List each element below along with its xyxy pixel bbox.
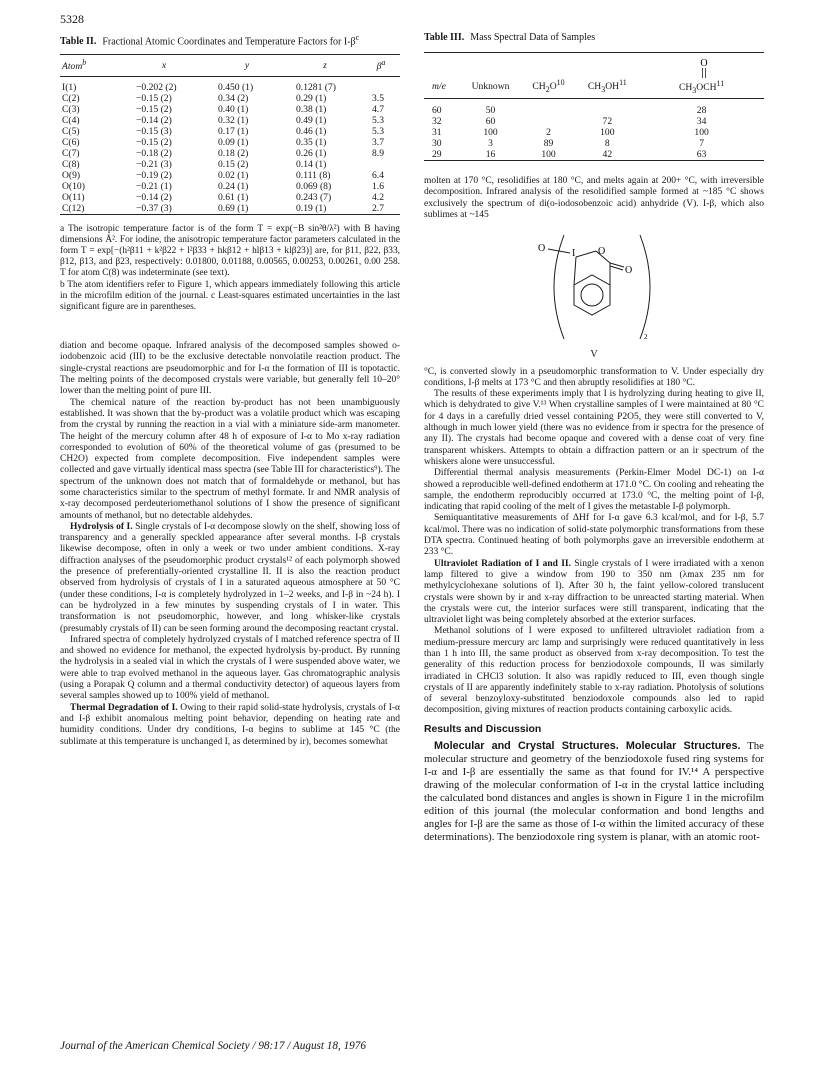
table2-cell: 0.09 (1) — [218, 137, 249, 149]
table3-cell: 16 — [485, 148, 496, 160]
table3-cell: 100 — [541, 148, 556, 160]
table2-cell: −0.21 (3) — [136, 159, 172, 171]
table2-cell: 6.4 — [372, 170, 384, 182]
table2-cell: 5.3 — [372, 126, 384, 138]
table2-row — [60, 126, 400, 137]
table2-cell: 0.46 (1) — [296, 126, 327, 138]
table2-cell: 0.24 (1) — [218, 181, 249, 193]
table2 — [60, 54, 400, 217]
table3-cell: 72 — [602, 115, 613, 127]
table2-cell: 0.17 (1) — [218, 126, 249, 138]
table2-cell: 0.38 (1) — [296, 104, 327, 116]
table2-cell: 0.450 (1) — [218, 82, 254, 94]
left-paragraph-4: Infrared spectra of completely hydrolyzed crystals of I matched reference spectra of II and showed no evidence for methanol, the expected hydrolysis by-product. By running the hydrolysis in a sealed vial in which the crystals of I were suspended above water, we were able to trap evolved methanol in the aqueous layer. Gas chromatographic analysis (using a Porapak Q column and a thermal conductivity detector) of aqueous layers from several samples showed up to 100% yield of methanol. — [60, 634, 400, 702]
right-body — [424, 176, 764, 717]
left-paragraph-2: The chemical nature of the reaction by-product has not been unambiguously established. It was shown that the by-product was a volatile product which was escaping from the crystal by running the reaction in a vial with a miniature side-arm manometer. The height of the mercury column after 48 h of exposure of I-α to Mo x-ray radiation corresponded to evolution of 60% of the theoretical volume of gas (presumed to be CH2O) expected from complete decomposition. Five independent samples were collected and gave virtually identical mass spectra (see Table III for characteristics⁹). The spectrum of the unknown does not match that of formaldehyde or methanol, but has some characteristics similar to the spectrum of methyl formate. Ir and NMR analysis of x-ray decomposed perdeuteriomethanol solutions of I show the presence of significant amounts of methanol, but no detectable aldehydes. — [60, 397, 400, 521]
table3-label: Table III. — [424, 32, 465, 43]
table3-header-methyl-formate: O $CH_3OCH^{11}$ — [639, 53, 764, 99]
svg-text:O: O — [538, 243, 546, 255]
table3-row — [424, 105, 764, 116]
table3-cell: 60 — [432, 104, 442, 116]
table3 — [424, 52, 764, 162]
results-heading: Results and Discussion — [424, 723, 542, 735]
table2-cell — [362, 159, 400, 170]
table2-cell: C(4) — [62, 115, 80, 127]
table3-cell: 8 — [604, 137, 610, 149]
table2-cell: 0.111 (8) — [296, 170, 331, 182]
structures-heading: Molecular and Crystal Structures. Molecular Structures. — [434, 739, 741, 752]
table2-cell: −0.15 (2) — [136, 137, 172, 149]
table2-cell: 3.7 — [372, 137, 384, 149]
table3-cell — [575, 105, 639, 116]
structure-v-label: V — [590, 349, 598, 361]
table2-label: Table II. — [60, 36, 97, 48]
left-column — [60, 32, 400, 748]
table2-row — [60, 104, 400, 115]
table2-cell: C(7) — [62, 148, 80, 160]
table2-cell: 8.9 — [372, 148, 384, 160]
table2-cell: 0.35 (1) — [296, 137, 327, 149]
table2-cell: −0.21 (1) — [136, 181, 172, 193]
left-body — [60, 341, 400, 748]
table2-cell: −0.19 (2) — [136, 170, 172, 182]
table2-cell: 0.14 (1) — [296, 159, 327, 171]
table3-cell: 3 — [488, 137, 493, 149]
left-paragraph-5: Thermal Degradation of I. Owing to their rapid solid-state hydrolysis, crystals of I-α and I-β exhibit anomalous melting point behavior, depending on heating rate and humidity conditions. Under dry conditions, I-α begins to sublime at 145 °C (the sublimate at this temperature is unchanged I, as determined by ir), becomes somewhat — [60, 702, 400, 747]
table2-row — [60, 137, 400, 148]
right-paragraph-1: molten at 170 °C, resolidifies at 180 °C, and melts again at 200+ °C, with irreversible decomposition. Infrared analysis of the resolidified sample formed at ~185 °C shows exclusively the spectrum of di(o-iodosobenzoic acid) anhydride (V). I-β, which also sublimes at ~145 — [424, 176, 764, 220]
table2-cell: 4.7 — [372, 104, 384, 116]
table2-header-atom: Atom$^b$ — [60, 55, 122, 76]
svg-text:O: O — [598, 246, 606, 258]
table2-cell: 0.243 (7) — [296, 192, 332, 204]
table2-cell: O(9) — [62, 170, 81, 182]
table3-header-ch3oh: $CH_3OH^{11}$ — [575, 53, 639, 99]
table2-cell: 0.69 (1) — [218, 203, 249, 215]
table2-cell: 0.49 (1) — [296, 115, 327, 127]
table2-cell: 0.34 (2) — [218, 93, 249, 105]
table2-row — [60, 93, 400, 104]
table2-row — [60, 192, 400, 203]
table3-cell: 31 — [432, 126, 442, 138]
table2-cell: C(8) — [62, 159, 80, 171]
table3-cell: 100 — [483, 126, 498, 138]
table3-cell: 2 — [546, 126, 551, 138]
table2-cell: 0.1281 (7) — [296, 82, 336, 94]
structure-v-diagram — [524, 227, 664, 345]
table2-cell: 0.069 (8) — [296, 181, 332, 193]
table3-row — [424, 116, 764, 127]
table2-cell: 0.19 (1) — [296, 203, 327, 215]
table3-header-me: m/e — [424, 53, 459, 99]
right-paragraph-7: Methanol solutions of I were exposed to unfiltered ultraviolet radiation from a medium-pressure mercury arc lamp and surprisingly were reduced quantitatively in less than 1 h into III, the same product as observed from x-ray decomposition. To test the generality of this reduction process for benziodoxole compounds, II was similarly irradiated in CHCl3 solution. It also was rapidly reduced to III, even though single crystals of II are apparently indefinitely stable to x-ray radiation. Photolysis of solutions of several benzoyloxy-substituted benziodoxole compounds also led to rapid decomposition, giving mixtures of reaction products containing carboxylic acids. — [424, 626, 764, 716]
table3-cell — [522, 105, 576, 116]
table2-cell: −0.15 (2) — [136, 104, 172, 116]
table3-cell — [522, 116, 576, 127]
table3-header-row — [424, 53, 764, 99]
table2-cell: C(2) — [62, 93, 80, 105]
table2-header-z: z — [288, 55, 362, 76]
table3-row — [424, 127, 764, 138]
table2-footnote-b: b The atom identifiers refer to Figure 1, which appears immediately following this article in the microfilm edition of the journal. c Least-squares estimated uncertainties in the last significant figure are in parentheses. — [60, 279, 400, 312]
table3-cell: 28 — [696, 104, 707, 116]
thermal-heading: Thermal Degradation of I. — [70, 702, 178, 713]
table3-cell: 63 — [696, 148, 707, 160]
table2-cell: O(10) — [62, 181, 85, 193]
svg-text:I: I — [572, 248, 576, 260]
table2-cell: −0.14 (2) — [136, 192, 172, 204]
svg-text:O: O — [699, 58, 708, 69]
table2-row — [60, 159, 400, 170]
table2-cell: 0.29 (1) — [296, 93, 327, 105]
table3-cell: 100 — [600, 126, 615, 138]
table2-row — [60, 181, 400, 192]
table3-title — [424, 32, 764, 44]
table2-cell: 0.18 (2) — [218, 148, 249, 160]
table3-cell: 89 — [543, 137, 554, 149]
table2-title-mark: c — [355, 33, 360, 42]
table2-cell: I(1) — [62, 82, 77, 94]
right-paragraph-2: °C, is converted slowly in a pseudomorphic transformation to V. Under especially dry conditions, I-β melts at 173 °C and then abruptly resolidifies at 180 °C. — [424, 366, 764, 388]
svg-text:O: O — [625, 265, 633, 277]
table3-cell: 29 — [432, 148, 442, 160]
table2-cell: 1.6 — [372, 181, 384, 193]
right-paragraph-5: Semiquantitative measurements of ΔHf for I-α gave 6.3 kcal/mol, and for I-β, 5.7 kcal/mol. There was no indication of solid-state polymorphic transformations from these DTA spectra. Continued heating of both polymorphs gave an irreversible endotherm at 233 °C. — [424, 513, 764, 558]
table2-cell: −0.15 (3) — [136, 126, 172, 138]
table3-cell: 100 — [694, 126, 709, 138]
table2-footnote-a: a The isotropic temperature factor is of the form T = exp(−B sin²θ/λ²) with B having dimensions Å². For iodine, the anisotropic temperature factor parameters calculated in the form T = exp[−(h²β11 + k²β22 + l²β33 + hkβ12 + hlβ13 + klβ23)] are, for β11, β22, β33, β12, β13, and β23, respectively: 0.01800, 0.01188, 0.00565, 0.00253, 0.00261, 0.00 258. T for atom C(8) was indeterminate (see text). — [60, 223, 400, 279]
svg-text:2: 2 — [644, 333, 648, 342]
table2-cell: 3.5 — [372, 93, 384, 105]
table3-cell: 30 — [432, 137, 442, 149]
table2-cell: −0.15 (2) — [136, 93, 172, 105]
table2-header-x: x — [122, 55, 206, 76]
table2-cell: 0.15 (2) — [218, 159, 249, 171]
table2-cell: −0.37 (3) — [136, 203, 172, 215]
table2-cell: O(11) — [62, 192, 85, 204]
table2-cell: C(5) — [62, 126, 80, 138]
table2-header-beta: $\beta^a$ — [362, 55, 400, 76]
table2-cell: C(12) — [62, 203, 85, 215]
table2-cell: 4.2 — [372, 192, 384, 204]
table2-cell: −0.18 (2) — [136, 148, 172, 160]
right-column — [424, 32, 764, 844]
table2-cell: −0.14 (2) — [136, 115, 172, 127]
right-paragraph-4: Differential thermal analysis measurements (Perkin-Elmer Model DC-1) on I-α showed a reproducible well-defined endotherm at 171.0 °C. On cooling and reheating the sample, the endotherm reproducibly occurred at 173.0 °C, the melting point of I-β, indicating that rapid cooling of the melt of I gives the metastable I-β polymorph. — [424, 468, 764, 513]
table3-row — [424, 149, 764, 161]
table3-cell: 60 — [485, 115, 496, 127]
table2-header-y: y — [206, 55, 288, 76]
table2-cell: 0.26 (1) — [296, 148, 327, 160]
table2-cell: 2.7 — [372, 203, 384, 215]
table2-row — [60, 170, 400, 181]
table3-row — [424, 138, 764, 149]
uv-heading: Ultraviolet Radiation of I and II. — [434, 558, 571, 569]
carbonyl-oxygen-icon — [662, 57, 742, 79]
table2-header-row — [60, 55, 400, 76]
right-paragraph-8: Molecular and Crystal Structures. Molecular Structures. The molecular structure and geometry of the benziodoxole fused ring systems for I-α and I-β are essentially the same as that found for IV.¹⁴ A perspective drawing of the molecular conformation of I-α in the crystal lattice including the calculated bond distances and angles is shown in Figure 1 in the microfilm edition of this journal (the molecular conformation and bond lengths and angles for I-β are the same as those of I-α within the limited accuracy of these determinations). The benziodoxole ring system is planar, with an atomic root- — [424, 739, 764, 843]
table3-cell: 50 — [485, 104, 496, 116]
table2-title — [60, 32, 400, 48]
right-paragraph-3: The results of these experiments imply that I is hydrolyzing during heating to give II, which is dehydrated to give V.¹³ When crystalline samples of I were maintained at 80 °C for 4 days in a carefully dried vessel containing P2O5, they were still converted to V, although in much lower yield (there was no evidence from ir spectra for the presence of any II). The crystals had become opaque and covered with a dense coat of very fine transparent whiskers. Attempts to obtain a diffraction pattern or an ir spectrum of the whiskers alone were unsuccessful. — [424, 389, 764, 467]
table3-cell: 34 — [696, 115, 707, 127]
results-body — [424, 740, 764, 844]
right-paragraph-6: Ultraviolet Radiation of I and II. Single crystals of I were irradiated with a xenon lamp filtered to give a window from 190 to 350 nm (λmax 235 nm for methylcyclohexane solutions of I). After 30 h, the faint yellow-colored translucent crystals were shown by ir and x-ray diffraction to be unreacted starting material. When the crystals were cut, the interior surfaces were still transparent, indicating that the ultraviolet light was being completely absorbed at the exterior surfaces. — [424, 558, 765, 626]
table2-cell: 0.02 (1) — [218, 170, 249, 182]
left-paragraph-3: Hydrolysis of I. Single crystals of I-α decompose slowly on the shelf, showing loss of transparency and a generally speckled appearance after several months. I-β crystals likewise decompose, often in only a week or two under ambient conditions. X-ray diffraction analyses of the pseudomorphic product crystals¹² of each polymorph showed the presence of preferentially-oriented crystalline II. II is also the reaction product observed from hydrolysis of crystals of I in a saturated aqueous atmosphere at 50 °C (under these conditions, I-α is completely hydrolyzed in 1–2 weeks, and I-β in ~24 h). I can be hydrolyzed in a few minutes by suspending crystals of I in water. This transformation is not pseudomorphic, however, and long whisker-like crystals (presumably crystals of II) can be seen forming around the decomposing reactant crystal. — [60, 521, 400, 634]
table2-cell — [362, 82, 400, 93]
table2-cell: C(6) — [62, 137, 80, 149]
table3-title-text: Mass Spectral Data of Samples — [470, 32, 596, 43]
table2-cell: 5.3 — [372, 115, 384, 127]
table2-cell: 0.40 (1) — [218, 104, 249, 116]
table2-row — [60, 203, 400, 215]
page-number: 5328 — [60, 12, 84, 26]
left-paragraph-1: diation and become opaque. Infrared analysis of the decomposed samples showed o-iodobenzoic acid (III) to be the exclusive detectable nonvolatile reaction product. The single-crystal reactions are pseudomorphic and for I-α the formation of III is topotactic. The melting points of the decomposed crystals were variable, but generally fell 10–20° lower than the melting point of pure III. — [60, 341, 400, 397]
table3-cell: 42 — [602, 148, 613, 160]
hydrolysis-heading: Hydrolysis of I. — [70, 521, 133, 532]
table2-cell: 0.61 (1) — [218, 192, 249, 204]
table3-header-unknown: Unknown — [459, 53, 521, 99]
table3-cell: 7 — [699, 137, 704, 149]
table3-cell: 32 — [432, 115, 442, 127]
table2-cell: C(3) — [62, 104, 80, 116]
table2-row — [60, 82, 400, 93]
table2-row — [60, 115, 400, 126]
table2-cell: 0.32 (1) — [218, 115, 249, 127]
table2-row — [60, 148, 400, 159]
table2-title-text: Fractional Atomic Coordinates and Temperature Factors for I-β — [102, 36, 356, 48]
table2-cell: −0.202 (2) — [136, 82, 177, 94]
journal-footer: Journal of the American Chemical Society / 98:17 / August 18, 1976 — [60, 1040, 366, 1052]
table3-header-ch2o: $CH_2O^{10}$ — [522, 53, 576, 99]
